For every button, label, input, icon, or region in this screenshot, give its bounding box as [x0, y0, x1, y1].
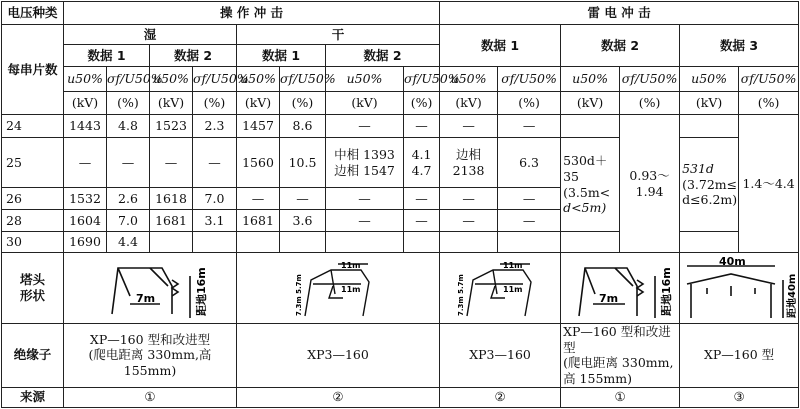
cell-value: 边相: [456, 146, 482, 162]
fig-label: 11m: [341, 261, 361, 270]
source-ref: ①: [561, 387, 680, 407]
tower-head-icon: [283, 256, 393, 320]
cell-value: 1532: [64, 188, 107, 210]
cell-value: —: [193, 138, 237, 188]
cell-value: —: [404, 115, 440, 138]
unit-kv: (kV): [237, 92, 280, 115]
unit-pct: (%): [404, 92, 440, 115]
fig-label: 距地40m: [787, 273, 799, 318]
source-row: [2, 387, 799, 407]
cell-value: XP—160 型和改进型: [563, 324, 671, 355]
cell-value: [326, 232, 404, 253]
tower-shape-label: [2, 253, 64, 324]
cell-value: 4.4: [107, 232, 150, 253]
lightning-data2-sigma: [620, 115, 680, 253]
tower-head-icon: [681, 256, 797, 320]
cell-value: 1.4～4.4: [742, 175, 795, 191]
impulse-discharge-table: [1, 1, 799, 408]
cell-value: 1604: [64, 210, 107, 232]
tower-head-icon: [565, 256, 675, 320]
cell-value: 1560: [237, 138, 280, 188]
label-line: 形状: [19, 288, 45, 303]
cell-value: 4.1: [411, 146, 432, 162]
unit-pct: (%): [280, 92, 326, 115]
cell-value: —: [498, 210, 561, 232]
fig-label: 7.3m 5.7m: [457, 274, 466, 316]
cell-value: 10.5: [280, 138, 326, 188]
lightning-data2-header: 数据 2: [561, 25, 680, 67]
cell-value: —: [404, 210, 440, 232]
tower-figure-2: [237, 253, 440, 324]
dry-header: 干: [237, 25, 440, 45]
piece-count: 25: [2, 138, 64, 188]
dry-data2-sigma: [404, 138, 440, 188]
cell-value: 3.1: [193, 210, 237, 232]
lightning-impulse-header: 雷 电 冲 击: [440, 2, 799, 25]
cell-value: 531d: [682, 161, 714, 177]
fig-label: 7.3m 5.7m: [295, 274, 304, 316]
sigma-ratio-symbol: σf/U50%: [739, 67, 799, 92]
unit-kv: (kV): [440, 92, 498, 115]
cell-value: 2.6: [107, 188, 150, 210]
cell-value: (爬电距离 330mm,: [563, 355, 674, 371]
cell-value: —: [150, 138, 193, 188]
cell-value: 中相 1393: [334, 146, 395, 162]
cell-value: XP—160 型和改进型: [89, 331, 211, 347]
insulator-l1: XP3—160: [440, 324, 561, 388]
tower-head-icon: [445, 256, 555, 320]
source-label: 来源: [2, 387, 64, 407]
sigma-ratio-symbol: σf/U50%: [620, 67, 680, 92]
sigma-ratio-symbol: σf/U50%: [280, 67, 326, 92]
fig-label: 11m: [503, 285, 523, 294]
cell-value: 8.6: [280, 115, 326, 138]
piece-count: 28: [2, 210, 64, 232]
unit-pct: (%): [620, 92, 680, 115]
cell-value: 2.3: [193, 115, 237, 138]
source-ref: ②: [440, 387, 561, 407]
insulator-l2: [561, 324, 680, 388]
dry-data1-header: 数据 1: [237, 45, 326, 67]
u50-symbol: u50%: [561, 67, 620, 92]
u50-symbol: u50%: [237, 67, 280, 92]
lightning-data1-u: [440, 138, 498, 188]
unit-kv: (kV): [326, 92, 404, 115]
cell-value: [280, 232, 326, 253]
wet-header: 湿: [64, 25, 237, 45]
cell-value: [193, 232, 237, 253]
insulator-label: 绝缘子: [2, 324, 64, 388]
dry-data2-header: 数据 2: [326, 45, 440, 67]
cell-value: —: [326, 188, 404, 210]
cell-value: —: [326, 210, 404, 232]
cell-value: 1523: [150, 115, 193, 138]
cell-value: —: [64, 138, 107, 188]
unit-pct: (%): [739, 92, 799, 115]
tower-figure-3: [440, 253, 561, 324]
cell-value: [498, 232, 561, 253]
lightning-data1-header: 数据 1: [440, 25, 561, 67]
fig-label: 距地16m: [195, 267, 208, 316]
cell-value: —: [440, 210, 498, 232]
cell-value: —: [237, 188, 280, 210]
unit-kv: (kV): [680, 92, 739, 115]
voltage-type-header: 电压种类: [2, 2, 64, 25]
cell-value: 7.0: [107, 210, 150, 232]
sigma-ratio-symbol: σf/U50%: [498, 67, 561, 92]
fig-label: 7m: [599, 292, 619, 305]
u50-symbol: u50%: [440, 67, 498, 92]
table-row: [2, 115, 799, 138]
cell-value: —: [440, 188, 498, 210]
operating-impulse-header: 操 作 冲 击: [64, 2, 440, 25]
wet-data1-header: 数据 1: [64, 45, 150, 67]
cell-value: 3.6: [280, 210, 326, 232]
cell-value: 530d＋35: [563, 153, 608, 184]
u50-symbol: u50%: [64, 67, 107, 92]
dry-data2-u: [326, 138, 404, 188]
cell-value: 2138: [452, 162, 485, 178]
cell-value: —: [326, 115, 404, 138]
cell-value: 4.8: [107, 115, 150, 138]
unit-kv: (kV): [561, 92, 620, 115]
insulator-row: [2, 324, 799, 388]
fig-label: 距地16m: [660, 267, 674, 316]
table-row: [2, 232, 799, 253]
cell-value: 高 155mm): [563, 370, 632, 386]
table-row: [2, 138, 799, 188]
per-string-count-header: 每串片数: [2, 25, 64, 115]
cell-value: 0.93～: [629, 167, 670, 183]
cell-value: 4.7: [411, 162, 432, 178]
cell-value: 1690: [64, 232, 107, 253]
piece-count: 24: [2, 115, 64, 138]
cell-value: d<5m): [563, 200, 607, 216]
cell-value: —: [498, 188, 561, 210]
insulator-op-dry: XP3—160: [237, 324, 440, 388]
unit-pct: (%): [193, 92, 237, 115]
cell-value: [237, 232, 280, 253]
insulator-l3: XP—160 型: [680, 324, 799, 388]
tower-figure-5: [680, 253, 799, 324]
cell-value: —: [440, 115, 498, 138]
sigma-ratio-symbol: σf/U50%: [107, 67, 150, 92]
fig-label: 40m: [719, 255, 746, 268]
source-ref: ②: [237, 387, 440, 407]
sigma-ratio-symbol: σf/U50%: [404, 67, 440, 92]
cell-value: (3.72m≤: [682, 176, 738, 192]
tower-shape-row: [2, 253, 799, 324]
tower-head-icon: [90, 256, 210, 320]
cell-value: 1443: [64, 115, 107, 138]
cell-value: 1681: [150, 210, 193, 232]
label-line: 塔头: [19, 272, 45, 288]
cell-value: —: [404, 188, 440, 210]
u50-symbol: u50%: [680, 67, 739, 92]
cell-value: 6.3: [498, 138, 561, 188]
cell-value: [404, 232, 440, 253]
lightning-data3-sigma: [739, 115, 799, 253]
source-ref: ①: [64, 387, 237, 407]
lightning-data2-u: [561, 138, 620, 232]
u50-symbol: u50%: [150, 67, 193, 92]
cell-value: (爬电距离 330mm,高 155mm): [88, 347, 212, 379]
lightning-data3-u: [680, 138, 739, 232]
cell-value: 1681: [237, 210, 280, 232]
cell-value: (3.5m<: [563, 184, 611, 200]
piece-count: 26: [2, 188, 64, 210]
fig-label: 11m: [503, 261, 523, 270]
cell-value: —: [498, 115, 561, 138]
tower-figure-1: [64, 253, 237, 324]
u50-symbol: u50%: [326, 67, 404, 92]
cell-value: [440, 232, 498, 253]
cell-value: 7.0: [193, 188, 237, 210]
unit-kv: (kV): [64, 92, 107, 115]
insulator-op-wet: [64, 324, 237, 388]
source-ref: ③: [680, 387, 799, 407]
fig-label: 7m: [136, 292, 156, 305]
cell-value: —: [280, 188, 326, 210]
cell-value: [150, 232, 193, 253]
unit-pct: (%): [107, 92, 150, 115]
unit-kv: (kV): [150, 92, 193, 115]
tower-figure-4: [561, 253, 680, 324]
cell-value: 边相 1547: [334, 162, 395, 178]
fig-label: 11m: [341, 285, 361, 294]
cell-value: 1457: [237, 115, 280, 138]
piece-count: 30: [2, 232, 64, 253]
sigma-ratio-symbol: σf/U50%: [193, 67, 237, 92]
cell-value: 1.94: [635, 183, 664, 199]
cell-value: —: [107, 138, 150, 188]
cell-value: 1618: [150, 188, 193, 210]
wet-data2-header: 数据 2: [150, 45, 237, 67]
lightning-data3-header: 数据 3: [680, 25, 799, 67]
cell-value: d≤6.2m): [682, 192, 738, 208]
unit-pct: (%): [498, 92, 561, 115]
